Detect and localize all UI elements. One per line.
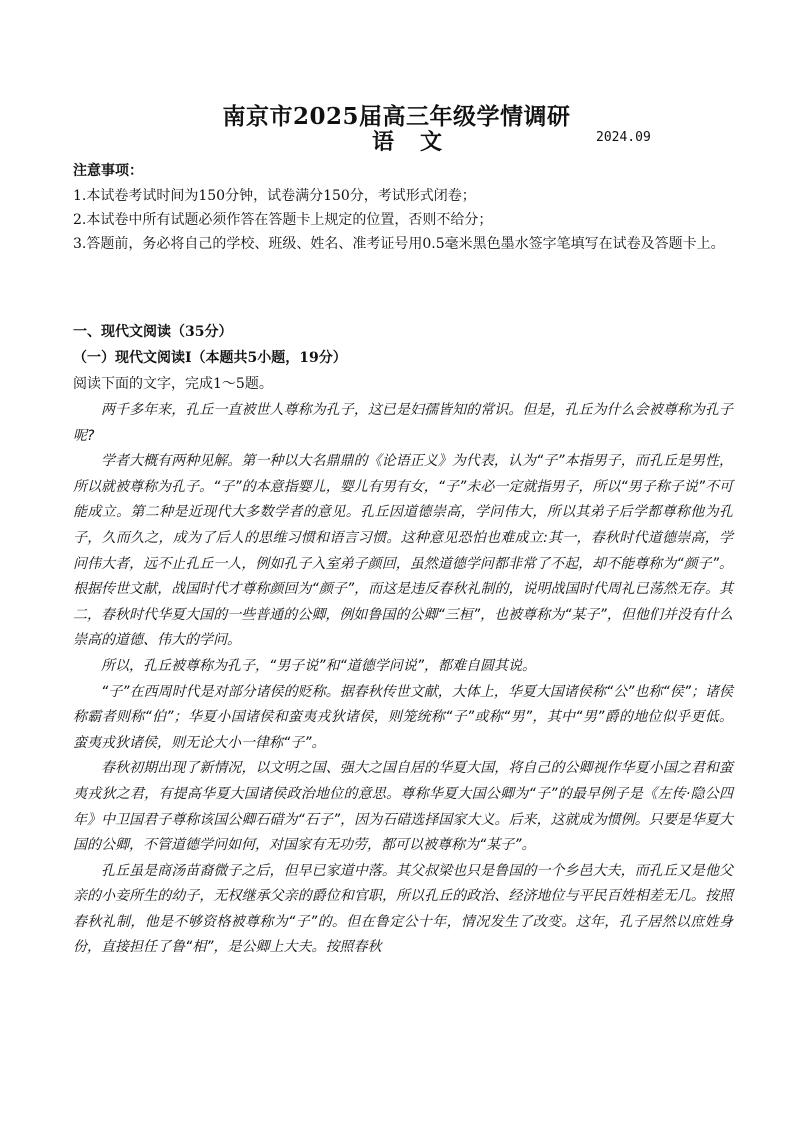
reading-passage <box>73 398 733 961</box>
reading-instruction: 阅读下面的文字，完成1～5题。 <box>73 376 273 392</box>
passage-paragraph: “子”在西周时代是对部分诸侯的贬称。据春秋传世文献，大体上，华夏大国诸侯称“公”也称“侯”；诸侯称霸者则称“伯”；华夏小国诸侯和蛮夷戎狄诸侯，则笼统称“子”或称“男”，其中“男”爵的地位似乎更低。蛮夷戎狄诸侯，则无论大小一律称“子”。 <box>73 683 733 751</box>
notice-item-3: 3.答题前，务必将自己的学校、班级、姓名、准考证号用0.5毫米黑色墨水签字笔填写在试卷及答题卡上。 <box>73 236 725 252</box>
exam-title: 南京市2025届高三年级学情调研 <box>222 103 571 130</box>
passage-paragraph: 春秋初期出现了新情况，以文明之国、强大之国自居的华夏大国，将自己的公卿视作华夏小国之君和蛮夷戎狄之君，有提高华夏大国诸侯政治地位的意思。尊称华夏大国公卿为“子”的最早例子是《左传·隐公四年》中卫国君子尊称该国公卿石碏为“石子”，因为石碏选择国家大义。后来，这就成为惯例。只要是华夏大国的公卿，不管道德学问如何，对国家有无功劳，都可以被尊称为“某子”。 <box>73 760 733 854</box>
passage-paragraph: 学者大概有两种见解。第一种以大名鼎鼎的《论语正义》为代表，认为“子”本指男子，而孔丘是男性，所以就被尊称为孔子。“子”的本意指婴儿，婴儿有男有女，“子”未必一定就指男子，所以“男子称子说”不可能成立。第二种是近现代大多数学者的意见。孔丘因道德崇高，学问伟大，所以其弟子后学都尊称他为孔子，久而久之，成为了后人的思维习惯和语言习惯。这种意见恐怕也难成立:其一，春秋时代道德崇高，学问伟大者，远不止孔丘一人，例如孔子入室弟子颜回，虽然道德学问都非常了不起，却不能尊称为“颜子”。根据传世文献，战国时代才尊称颜回为“颜子”，而这是违反春秋礼制的，说明战国时代周礼已荡然无存。其二，春秋时代华夏大国的一些普通的公卿，例如鲁国的公卿“三桓”，也被尊称为“某子”，但他们并没有什么崇高的道德、伟大的学问。 <box>73 453 733 649</box>
notice-item-1: 1.本试卷考试时间为150分钟，试卷满分150分，考试形式闭卷； <box>73 188 476 204</box>
passage-paragraph: 孔丘虽是商汤苗裔微子之后，但早已家道中落。其父叔梁也只是鲁国的一个乡邑大夫，而孔丘又是他父亲的小妾所生的幼子，无权继承父亲的爵位和官职，所以孔丘的政治、经济地位与平民百姓相差无几。按照春秋礼制，他是不够资格被尊称为“子”的。但在鲁定公十年，情况发生了改变。这年，孔子居然以庶姓身份，直接担任了鲁“相”，是公卿上大夫。按照春秋 <box>73 862 733 956</box>
passage-paragraph: 所以，孔丘被尊称为孔子，“男子说”和“道德学问说”，都难自圆其说。 <box>101 657 537 674</box>
subject-name: 语文 <box>372 129 469 155</box>
section-title: 一、现代文阅读（35分） <box>73 324 233 340</box>
notice-heading: 注意事项： <box>73 163 143 179</box>
exam-date: 2024.09 <box>596 130 651 145</box>
notice-item-2: 2.本试卷中所有试题必须作答在答题卡上规定的位置，否则不给分； <box>73 212 493 228</box>
subsection-title: （一）现代文阅读I（本题共5小题，19分） <box>73 350 347 366</box>
passage-paragraph: 两千多年来，孔丘一直被世人尊称为孔子，这已是妇孺皆知的常识。但是，孔丘为什么会被尊称为孔子呢? <box>73 402 733 444</box>
